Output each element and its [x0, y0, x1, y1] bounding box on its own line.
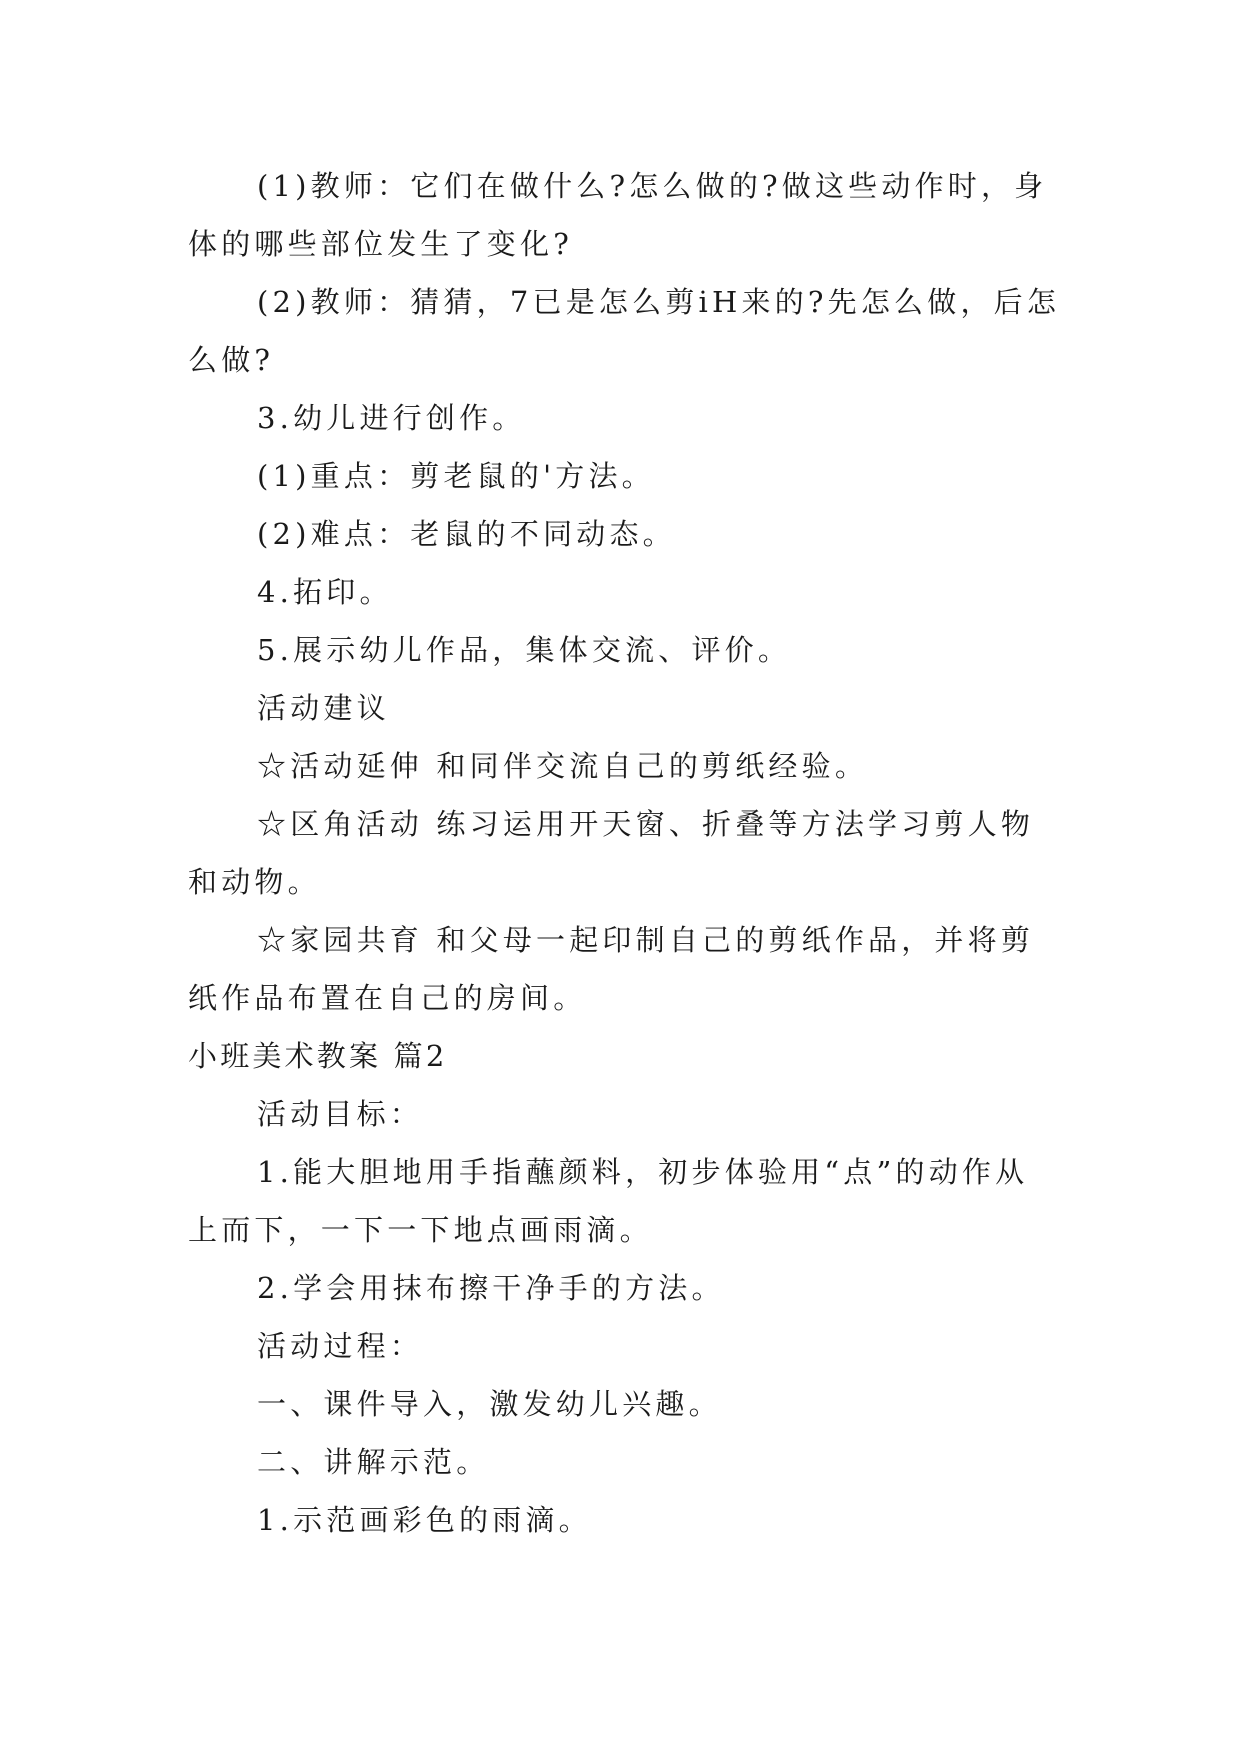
- paragraph-line: (2)教师：猜猜，7已是怎么剪iH来的?先怎么做，后怎: [257, 285, 1061, 319]
- paragraph-line: 和动物。: [188, 865, 321, 899]
- paragraph-line: 一、课件导入，激发幼儿兴趣。: [257, 1387, 722, 1421]
- paragraph-line: 么做?: [188, 343, 275, 377]
- section-heading: 活动建议: [257, 691, 390, 725]
- paragraph-line: 上而下，一下一下地点画雨滴。: [188, 1213, 653, 1247]
- paragraph-line: ☆家园共育 和父母一起印制自己的剪纸作品，并将剪: [257, 923, 1035, 957]
- paragraph-line: (1)重点：剪老鼠的'方法。: [257, 459, 655, 493]
- paragraph-line: ☆活动延伸 和同伴交流自己的剪纸经验。: [257, 749, 869, 783]
- paragraph-line: (2)难点：老鼠的不同动态。: [257, 517, 676, 551]
- document-heading: 小班美术教案 篇2: [188, 1039, 448, 1073]
- paragraph-line: 4.拓印。: [257, 575, 393, 609]
- paragraph-line: ☆区角活动 练习运用开天窗、折叠等方法学习剪人物: [257, 807, 1035, 841]
- paragraph-line: 2.学会用抹布擦干净手的方法。: [257, 1271, 725, 1305]
- paragraph-line: 5.展示幼儿作品，集体交流、评价。: [257, 633, 792, 667]
- paragraph-line: (1)教师：它们在做什么?怎么做的?做这些动作时，身: [257, 169, 1048, 203]
- paragraph-line: 1.示范画彩色的雨滴。: [257, 1503, 592, 1537]
- paragraph-line: 体的哪些部位发生了变化?: [188, 227, 573, 261]
- paragraph-line: 1.能大胆地用手指蘸颜料，初步体验用“点”的动作从: [257, 1155, 1029, 1189]
- paragraph-line: 纸作品布置在自己的房间。: [188, 981, 587, 1015]
- section-heading: 活动过程：: [257, 1329, 424, 1363]
- paragraph-line: 二、讲解示范。: [257, 1445, 490, 1479]
- section-heading: 活动目标：: [257, 1097, 424, 1131]
- paragraph-line: 3.幼儿进行创作。: [257, 401, 526, 435]
